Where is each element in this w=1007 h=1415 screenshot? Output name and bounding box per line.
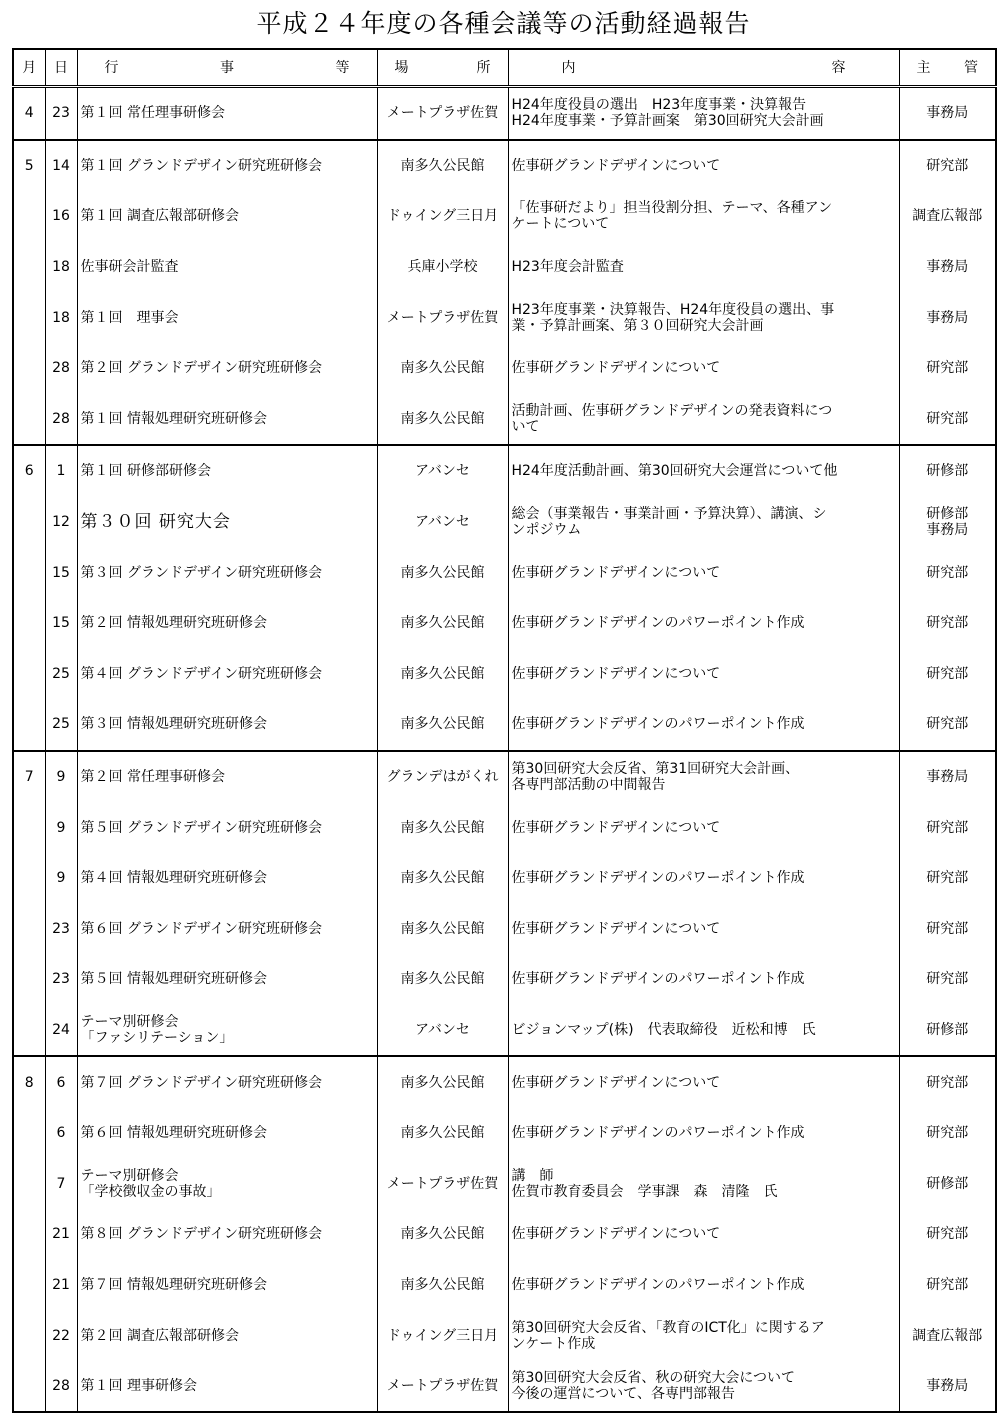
table-row — [13, 1209, 996, 1260]
table-row — [13, 292, 996, 343]
cell-line: 研修部 — [926, 1021, 969, 1038]
cell-line: 研究部 — [926, 665, 969, 682]
cell-line: 事務局 — [926, 259, 969, 276]
cell-line: H24年度役員の選出 H23年度事業・決算報告 — [511, 97, 807, 114]
cell-line: 第８回 グランドデザイン研究班研修会 — [80, 1226, 322, 1243]
place-cell: 南多久公民館 — [377, 904, 508, 955]
cell-line: 佐事研グランドデザインのパワーポイント作成 — [511, 870, 805, 887]
day-cell: 1 — [45, 445, 77, 497]
cell-line: テーマ別研修会 — [80, 1167, 179, 1184]
table-row — [13, 904, 996, 955]
cell-line: H23年度事業・決算報告、H24年度役員の選出、事 — [511, 301, 835, 318]
header-day: 日 — [45, 49, 77, 87]
cell-line: 第７回 情報処理研究班研修会 — [80, 1276, 267, 1293]
owner-cell — [899, 87, 996, 140]
table-row — [13, 191, 996, 242]
month-cell: 8 — [13, 1056, 45, 1108]
content-cell — [508, 1361, 899, 1413]
day-cell: 23 — [45, 87, 77, 140]
cell-line: ンポジウム — [511, 522, 582, 539]
cell-line: ビジョンマップ(株) 代表取締役 近松和博 氏 — [511, 1021, 816, 1038]
owner-cell — [899, 954, 996, 1005]
event-cell — [77, 853, 377, 904]
cell-line: 講 師 — [511, 1167, 554, 1184]
place-cell: 南多久公民館 — [377, 140, 508, 192]
cell-line: H24年度活動計画、第30回研究大会運営について他 — [511, 463, 838, 480]
table-row — [13, 751, 996, 803]
content-cell — [508, 497, 899, 548]
cell-line: 第１回 調査広報部研修会 — [80, 208, 239, 225]
table-row — [13, 802, 996, 853]
table-row — [13, 497, 996, 548]
event-cell — [77, 1209, 377, 1260]
cell-line: 研究部 — [926, 360, 969, 377]
cell-line: 研究部 — [926, 1276, 969, 1293]
day-cell: 14 — [45, 140, 77, 192]
cell-line: 第２回 常任理事研修会 — [80, 769, 225, 786]
cell-line: 研究部 — [926, 819, 969, 836]
header-owner — [899, 49, 996, 87]
month-cell — [13, 1310, 45, 1361]
event-cell — [77, 751, 377, 803]
content-cell — [508, 394, 899, 446]
place-cell: ドゥイング三日月 — [377, 191, 508, 242]
cell-line: 研修部 — [926, 463, 969, 480]
event-cell — [77, 394, 377, 446]
header-content-char: 容 — [831, 59, 846, 76]
cell-line: H24年度事業・予算計画案 第30回研究大会計画 — [511, 113, 824, 130]
header-event-char: 事 — [220, 59, 234, 76]
cell-line: 業・予算計画案、第３０回研究大会計画 — [511, 317, 764, 334]
cell-line: 佐事研グランドデザインのパワーポイント作成 — [511, 971, 805, 988]
cell-line: 研究部 — [926, 615, 969, 632]
table-row — [13, 343, 996, 394]
month-cell — [13, 394, 45, 446]
place-cell: アバンセ — [377, 1005, 508, 1057]
cell-line: 研究部 — [926, 920, 969, 937]
table-row — [13, 1108, 996, 1159]
owner-cell — [899, 343, 996, 394]
event-cell — [77, 497, 377, 548]
cell-line: 研究部 — [926, 410, 969, 427]
owner-cell — [899, 802, 996, 853]
cell-line: 佐事研グランドデザインについて — [511, 360, 721, 377]
owner-cell — [899, 853, 996, 904]
owner-cell — [899, 1056, 996, 1108]
table-row — [13, 1260, 996, 1311]
event-cell — [77, 598, 377, 649]
month-cell — [13, 1108, 45, 1159]
cell-line: ケートについて — [511, 216, 610, 233]
cell-line: 研究部 — [926, 564, 969, 581]
cell-line: 研修部 — [926, 506, 969, 523]
month-cell: 4 — [13, 87, 45, 140]
cell-line: 研究部 — [926, 1074, 969, 1091]
event-cell — [77, 445, 377, 497]
cell-line: 事務局 — [926, 105, 969, 122]
owner-cell — [899, 242, 996, 293]
event-cell — [77, 904, 377, 955]
day-cell: 25 — [45, 699, 77, 751]
event-cell — [77, 140, 377, 192]
cell-line: 佐賀市教育委員会 学事課 森 清隆 氏 — [511, 1183, 778, 1200]
header-event — [77, 49, 377, 87]
table-row — [13, 445, 996, 497]
day-cell: 9 — [45, 853, 77, 904]
month-cell: 6 — [13, 445, 45, 497]
cell-line: 今後の運営について、各専門部報告 — [511, 1386, 735, 1403]
month-cell — [13, 853, 45, 904]
event-cell — [77, 343, 377, 394]
cell-line: 佐事研グランドデザインのパワーポイント作成 — [511, 615, 805, 632]
cell-line: 佐事研グランドデザインについて — [511, 665, 721, 682]
header-month: 月 — [13, 49, 45, 87]
owner-cell — [899, 1361, 996, 1413]
cell-line: 第６回 グランドデザイン研究班研修会 — [80, 920, 322, 937]
cell-line: 第30回研究大会反省、「教育のICT化」に関するア — [511, 1319, 825, 1336]
content-cell — [508, 853, 899, 904]
owner-cell — [899, 1260, 996, 1311]
event-cell — [77, 649, 377, 700]
cell-line: 佐事研グランドデザインのパワーポイント作成 — [511, 1276, 805, 1293]
cell-line: 第30回研究大会反省、秋の研究大会について — [511, 1370, 796, 1387]
cell-line: 「佐事研だより」担当役割分担、テーマ、各種アン — [511, 200, 833, 217]
owner-cell — [899, 598, 996, 649]
day-cell: 21 — [45, 1260, 77, 1311]
cell-line: 佐事研グランドデザインについて — [511, 157, 721, 174]
event-cell — [77, 1056, 377, 1108]
page-title: 平成２４年度の各種会議等の活動経過報告 — [256, 9, 751, 38]
owner-cell — [899, 751, 996, 803]
month-cell — [13, 1158, 45, 1209]
event-cell — [77, 547, 377, 598]
owner-cell — [899, 140, 996, 192]
owner-cell — [899, 1158, 996, 1209]
month-cell — [13, 191, 45, 242]
day-cell: 15 — [45, 598, 77, 649]
place-cell: 南多久公民館 — [377, 343, 508, 394]
cell-line: 佐事研グランドデザインのパワーポイント作成 — [511, 1125, 805, 1142]
owner-cell — [899, 1209, 996, 1260]
table-row — [13, 547, 996, 598]
cell-line: 第６回 情報処理研究班研修会 — [80, 1125, 267, 1142]
cell-line: 佐事研グランドデザインについて — [511, 1074, 721, 1091]
place-cell: メートプラザ佐賀 — [377, 1361, 508, 1413]
place-cell: アバンセ — [377, 497, 508, 548]
cell-line: 事務局 — [926, 1378, 969, 1395]
event-cell — [77, 191, 377, 242]
content-cell — [508, 292, 899, 343]
month-cell — [13, 497, 45, 548]
cell-line: 佐事研会計監査 — [80, 259, 179, 276]
place-cell: 南多久公民館 — [377, 394, 508, 446]
month-cell — [13, 1260, 45, 1311]
day-cell: 24 — [45, 1005, 77, 1057]
day-cell: 6 — [45, 1056, 77, 1108]
cell-line: 活動計画、佐事研グランドデザインの発表資料につ — [511, 402, 833, 419]
owner-cell — [899, 445, 996, 497]
content-cell — [508, 904, 899, 955]
cell-line: 研修部 — [926, 1175, 969, 1192]
cell-line: 総会（事業報告・事業計画・予算決算）、講演、シ — [511, 506, 827, 523]
cell-line: ンケート作成 — [511, 1335, 596, 1352]
day-cell: 21 — [45, 1209, 77, 1260]
content-cell — [508, 954, 899, 1005]
day-cell: 7 — [45, 1158, 77, 1209]
cell-line: 第１回 理事会 — [80, 309, 179, 326]
cell-line: 研究部 — [926, 1226, 969, 1243]
content-cell — [508, 87, 899, 140]
day-cell: 15 — [45, 547, 77, 598]
content-cell — [508, 1260, 899, 1311]
owner-cell — [899, 1310, 996, 1361]
cell-line: 佐事研グランドデザインについて — [511, 819, 721, 836]
content-cell — [508, 242, 899, 293]
day-cell: 18 — [45, 292, 77, 343]
day-cell: 22 — [45, 1310, 77, 1361]
table-row — [13, 1056, 996, 1108]
day-cell: 23 — [45, 904, 77, 955]
header-owner-char: 管 — [964, 59, 978, 76]
table-row — [13, 699, 996, 751]
month-cell — [13, 954, 45, 1005]
place-cell: 南多久公民館 — [377, 598, 508, 649]
month-cell — [13, 598, 45, 649]
owner-cell — [899, 699, 996, 751]
event-cell — [77, 1260, 377, 1311]
day-cell: 18 — [45, 242, 77, 293]
header-event-char: 行 — [104, 59, 119, 76]
cell-line: 第１回 グランドデザイン研究班研修会 — [80, 157, 322, 174]
day-cell: 28 — [45, 394, 77, 446]
cell-line: 研究部 — [926, 971, 969, 988]
content-cell — [508, 1310, 899, 1361]
month-cell — [13, 292, 45, 343]
cell-line: 調査広報部 — [912, 208, 983, 225]
cell-line: 第30回研究大会反省、第31回研究大会計画、 — [511, 761, 800, 778]
content-cell — [508, 445, 899, 497]
day-cell: 9 — [45, 751, 77, 803]
table-row — [13, 242, 996, 293]
owner-cell — [899, 649, 996, 700]
header-content — [508, 49, 899, 87]
cell-line: 「ファシリテーション」 — [80, 1029, 234, 1046]
content-cell — [508, 140, 899, 192]
table-row — [13, 87, 996, 140]
place-cell: 南多久公民館 — [377, 1108, 508, 1159]
table-body — [13, 87, 996, 1413]
day-cell: 12 — [45, 497, 77, 548]
month-cell: 7 — [13, 751, 45, 803]
content-cell — [508, 191, 899, 242]
place-cell: 南多久公民館 — [377, 547, 508, 598]
cell-line: 第１回 情報処理研究班研修会 — [80, 410, 267, 427]
cell-line: 第１回 常任理事研修会 — [80, 105, 225, 122]
content-cell — [508, 1056, 899, 1108]
event-cell — [77, 954, 377, 1005]
cell-line: 第１回 理事研修会 — [80, 1378, 197, 1395]
event-cell — [77, 87, 377, 140]
place-cell: 南多久公民館 — [377, 1260, 508, 1311]
cell-line: 第４回 グランドデザイン研究班研修会 — [80, 665, 322, 682]
header-place-char: 所 — [476, 59, 491, 76]
cell-line: 第５回 グランドデザイン研究班研修会 — [80, 819, 322, 836]
month-cell — [13, 242, 45, 293]
place-cell: 南多久公民館 — [377, 853, 508, 904]
table-row — [13, 394, 996, 446]
owner-cell — [899, 1005, 996, 1057]
header-event-char: 等 — [335, 59, 350, 76]
event-cell — [77, 1158, 377, 1209]
table-row — [13, 1005, 996, 1057]
content-cell — [508, 343, 899, 394]
place-cell: メートプラザ佐賀 — [377, 292, 508, 343]
header-place — [377, 49, 508, 87]
event-cell — [77, 699, 377, 751]
owner-cell — [899, 904, 996, 955]
cell-line: 第７回 グランドデザイン研究班研修会 — [80, 1074, 322, 1091]
place-cell: 南多久公民館 — [377, 699, 508, 751]
day-cell: 25 — [45, 649, 77, 700]
event-cell — [77, 1361, 377, 1413]
month-cell — [13, 904, 45, 955]
month-cell — [13, 699, 45, 751]
place-cell: 兵庫小学校 — [377, 242, 508, 293]
table-row — [13, 1361, 996, 1413]
owner-cell — [899, 547, 996, 598]
cell-line: 佐事研グランドデザインのパワーポイント作成 — [511, 716, 805, 733]
cell-line: 第２回 情報処理研究班研修会 — [80, 615, 267, 632]
event-cell — [77, 802, 377, 853]
cell-line: 各専門部活動の中間報告 — [511, 777, 666, 794]
content-cell — [508, 1108, 899, 1159]
owner-cell — [899, 394, 996, 446]
place-cell: アバンセ — [377, 445, 508, 497]
cell-line: 事務局 — [926, 522, 969, 539]
day-cell: 28 — [45, 1361, 77, 1413]
header-place-char: 場 — [394, 59, 409, 76]
day-cell: 6 — [45, 1108, 77, 1159]
cell-line: 研究部 — [926, 870, 969, 887]
event-cell — [77, 1108, 377, 1159]
cell-line: 研究部 — [926, 157, 969, 174]
cell-line: 佐事研グランドデザインについて — [511, 564, 721, 581]
cell-line: 第２回 調査広報部研修会 — [80, 1327, 239, 1344]
table-row — [13, 1158, 996, 1209]
cell-line: 第１回 研修部研修会 — [80, 463, 211, 480]
content-cell — [508, 1209, 899, 1260]
table-row — [13, 853, 996, 904]
day-cell: 28 — [45, 343, 77, 394]
day-cell: 9 — [45, 802, 77, 853]
cell-line: 研究部 — [926, 1125, 969, 1142]
cell-line: 第３回 グランドデザイン研究班研修会 — [80, 564, 322, 581]
event-cell — [77, 292, 377, 343]
table-row — [13, 954, 996, 1005]
month-cell — [13, 1005, 45, 1057]
cell-line: 佐事研グランドデザインについて — [511, 920, 721, 937]
place-cell: グランデはがくれ — [377, 751, 508, 803]
cell-line: 第３回 情報処理研究班研修会 — [80, 716, 267, 733]
cell-line: 佐事研グランドデザインについて — [511, 1226, 721, 1243]
table-row — [13, 1310, 996, 1361]
content-cell — [508, 699, 899, 751]
month-cell — [13, 649, 45, 700]
owner-cell — [899, 191, 996, 242]
cell-line: 調査広報部 — [912, 1327, 983, 1344]
table-row — [13, 140, 996, 192]
month-cell — [13, 343, 45, 394]
cell-line: いて — [511, 418, 540, 435]
content-cell — [508, 1158, 899, 1209]
header-content-char: 内 — [561, 59, 576, 76]
table-row — [13, 598, 996, 649]
day-cell: 16 — [45, 191, 77, 242]
cell-line: 第５回 情報処理研究班研修会 — [80, 971, 267, 988]
content-cell — [508, 547, 899, 598]
owner-cell — [899, 292, 996, 343]
cell-line: H23年度会計監査 — [511, 259, 624, 276]
header-owner-char: 主 — [916, 59, 931, 76]
event-cell — [77, 1310, 377, 1361]
table-header-row — [13, 49, 996, 87]
place-cell: 南多久公民館 — [377, 649, 508, 700]
cell-line: 研究部 — [926, 716, 969, 733]
place-cell: ドゥイング三日月 — [377, 1310, 508, 1361]
content-cell — [508, 802, 899, 853]
month-cell: 5 — [13, 140, 45, 192]
cell-line: 第２回 グランドデザイン研究班研修会 — [80, 360, 322, 377]
content-cell — [508, 1005, 899, 1057]
table-row — [13, 649, 996, 700]
content-cell — [508, 751, 899, 803]
owner-cell — [899, 1108, 996, 1159]
cell-line: 事務局 — [926, 769, 969, 786]
month-cell — [13, 802, 45, 853]
owner-cell — [899, 497, 996, 548]
place-cell: 南多久公民館 — [377, 954, 508, 1005]
day-cell: 23 — [45, 954, 77, 1005]
cell-line: 第４回 情報処理研究班研修会 — [80, 870, 267, 887]
cell-line: 第３０回 研究大会 — [80, 512, 231, 533]
content-cell — [508, 649, 899, 700]
place-cell: 南多久公民館 — [377, 1209, 508, 1260]
place-cell: 南多久公民館 — [377, 802, 508, 853]
activity-table — [12, 48, 997, 1413]
cell-line: 事務局 — [926, 309, 969, 326]
place-cell: メートプラザ佐賀 — [377, 87, 508, 140]
month-cell — [13, 1361, 45, 1413]
month-cell — [13, 547, 45, 598]
month-cell — [13, 1209, 45, 1260]
cell-line: テーマ別研修会 — [80, 1013, 179, 1030]
cell-line: 「学校徴収金の事故」 — [80, 1183, 221, 1200]
content-cell — [508, 598, 899, 649]
event-cell — [77, 1005, 377, 1057]
place-cell: メートプラザ佐賀 — [377, 1158, 508, 1209]
event-cell — [77, 242, 377, 293]
place-cell: 南多久公民館 — [377, 1056, 508, 1108]
